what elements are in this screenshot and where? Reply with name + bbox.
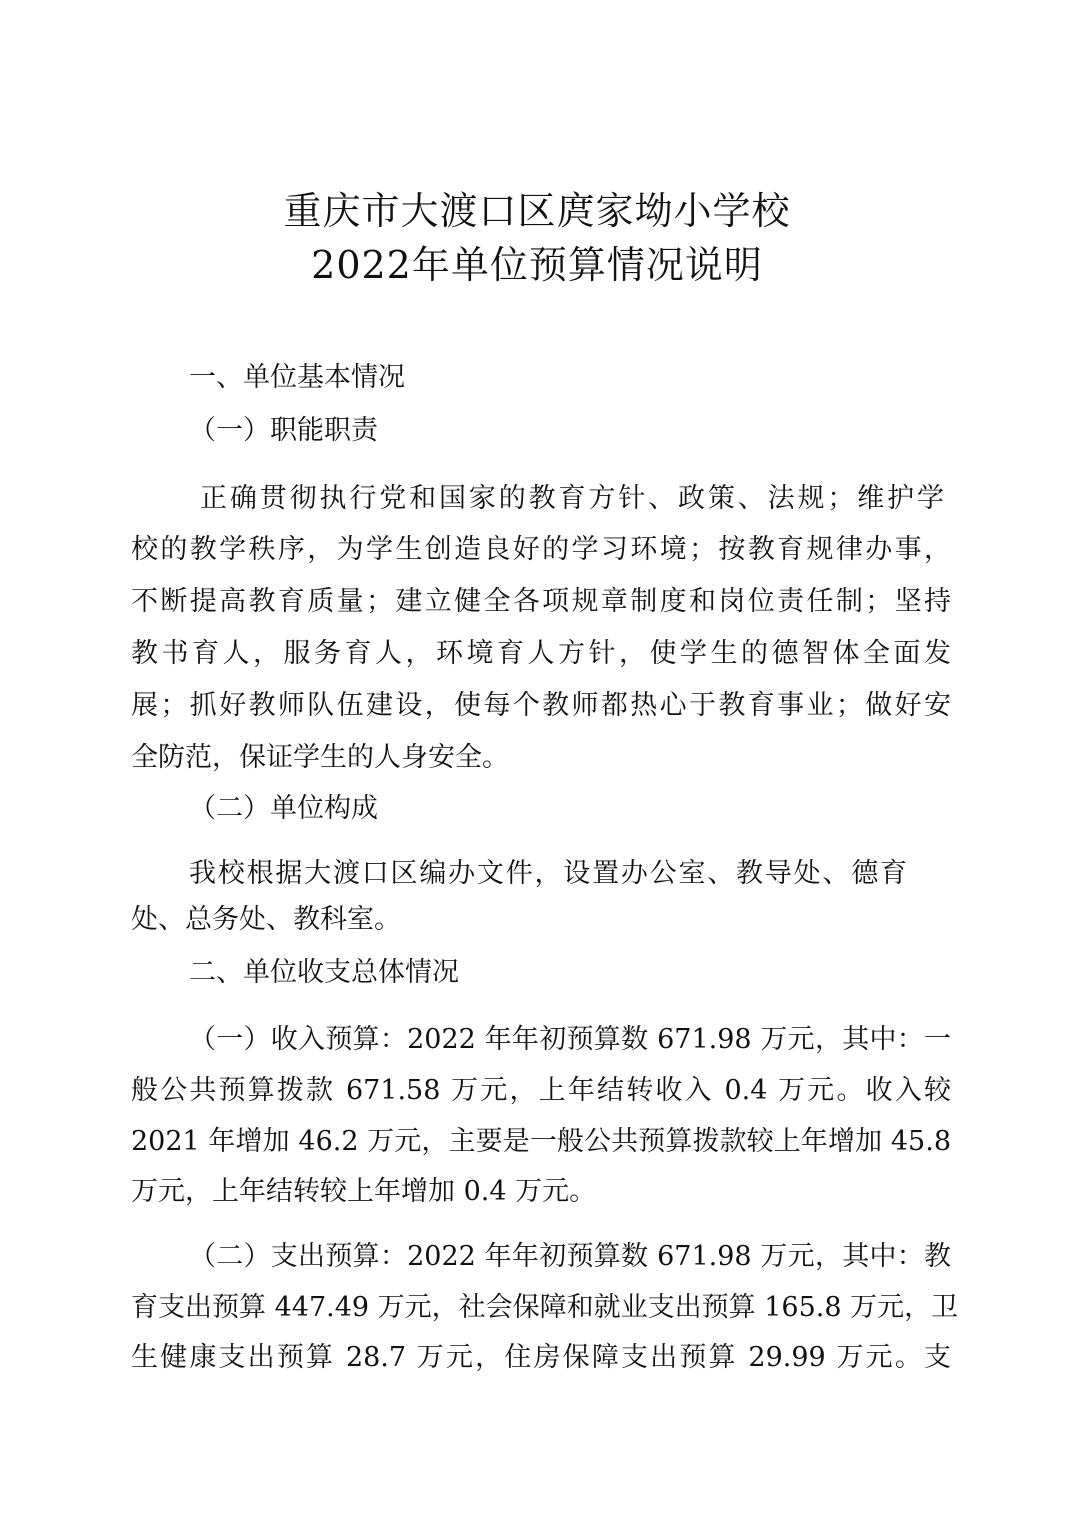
income-line: 2021 年增加 46.2 万元，主要是一般公共预算拨款较上年增加 45.8: [131, 1126, 951, 1157]
section2-heading: 二、单位收支总体情况: [189, 957, 459, 988]
composition-line: 我校根据大渡口区编办文件，设置办公室、教导处、德育: [189, 858, 907, 889]
document-title-line1: 重庆市大渡口区庹家坳小学校: [283, 189, 791, 233]
sub2-heading: （二）单位构成: [189, 793, 378, 824]
section1-heading: 一、单位基本情况: [189, 362, 405, 393]
sub1-heading: （一）职能职责: [189, 415, 378, 446]
duties-line: 不断提高教育质量；建立健全各项规章制度和岗位责任制；坚持: [131, 586, 951, 617]
expense-line: 生健康支出预算 28.7 万元，住房保障支出预算 29.99 万元。支: [131, 1342, 951, 1373]
income-line: 般公共预算拨款 671.58 万元，上年结转收入 0.4 万元。收入较: [131, 1075, 951, 1106]
income-line: （一）收入预算：2022 年年初预算数 671.98 万元，其中：一: [189, 1024, 951, 1055]
duties-line: 全防范，保证学生的人身安全。: [131, 742, 509, 773]
duties-line: 校的教学秩序，为学生创造良好的学习环境；按教育规律办事，: [131, 534, 951, 565]
income-line: 万元，上年结转较上年增加 0.4 万元。: [131, 1176, 597, 1207]
duties-line: 正确贯彻执行党和国家的教育方针、政策、法规；维护学: [200, 483, 944, 514]
duties-line: 教书育人，服务育人，环境育人方针，使学生的德智体全面发: [131, 638, 951, 669]
document-title-line2: 2022年单位预算情况说明: [311, 243, 763, 287]
expense-line: 育支出预算 447.49 万元，社会保障和就业支出预算 165.8 万元，卫: [131, 1292, 959, 1323]
duties-line: 展；抓好教师队伍建设，使每个教师都热心于教育事业；做好安: [131, 690, 951, 721]
composition-line: 处、总务处、教科室。: [131, 904, 401, 935]
expense-line: （二）支出预算：2022 年年初预算数 671.98 万元，其中：教: [189, 1241, 951, 1272]
